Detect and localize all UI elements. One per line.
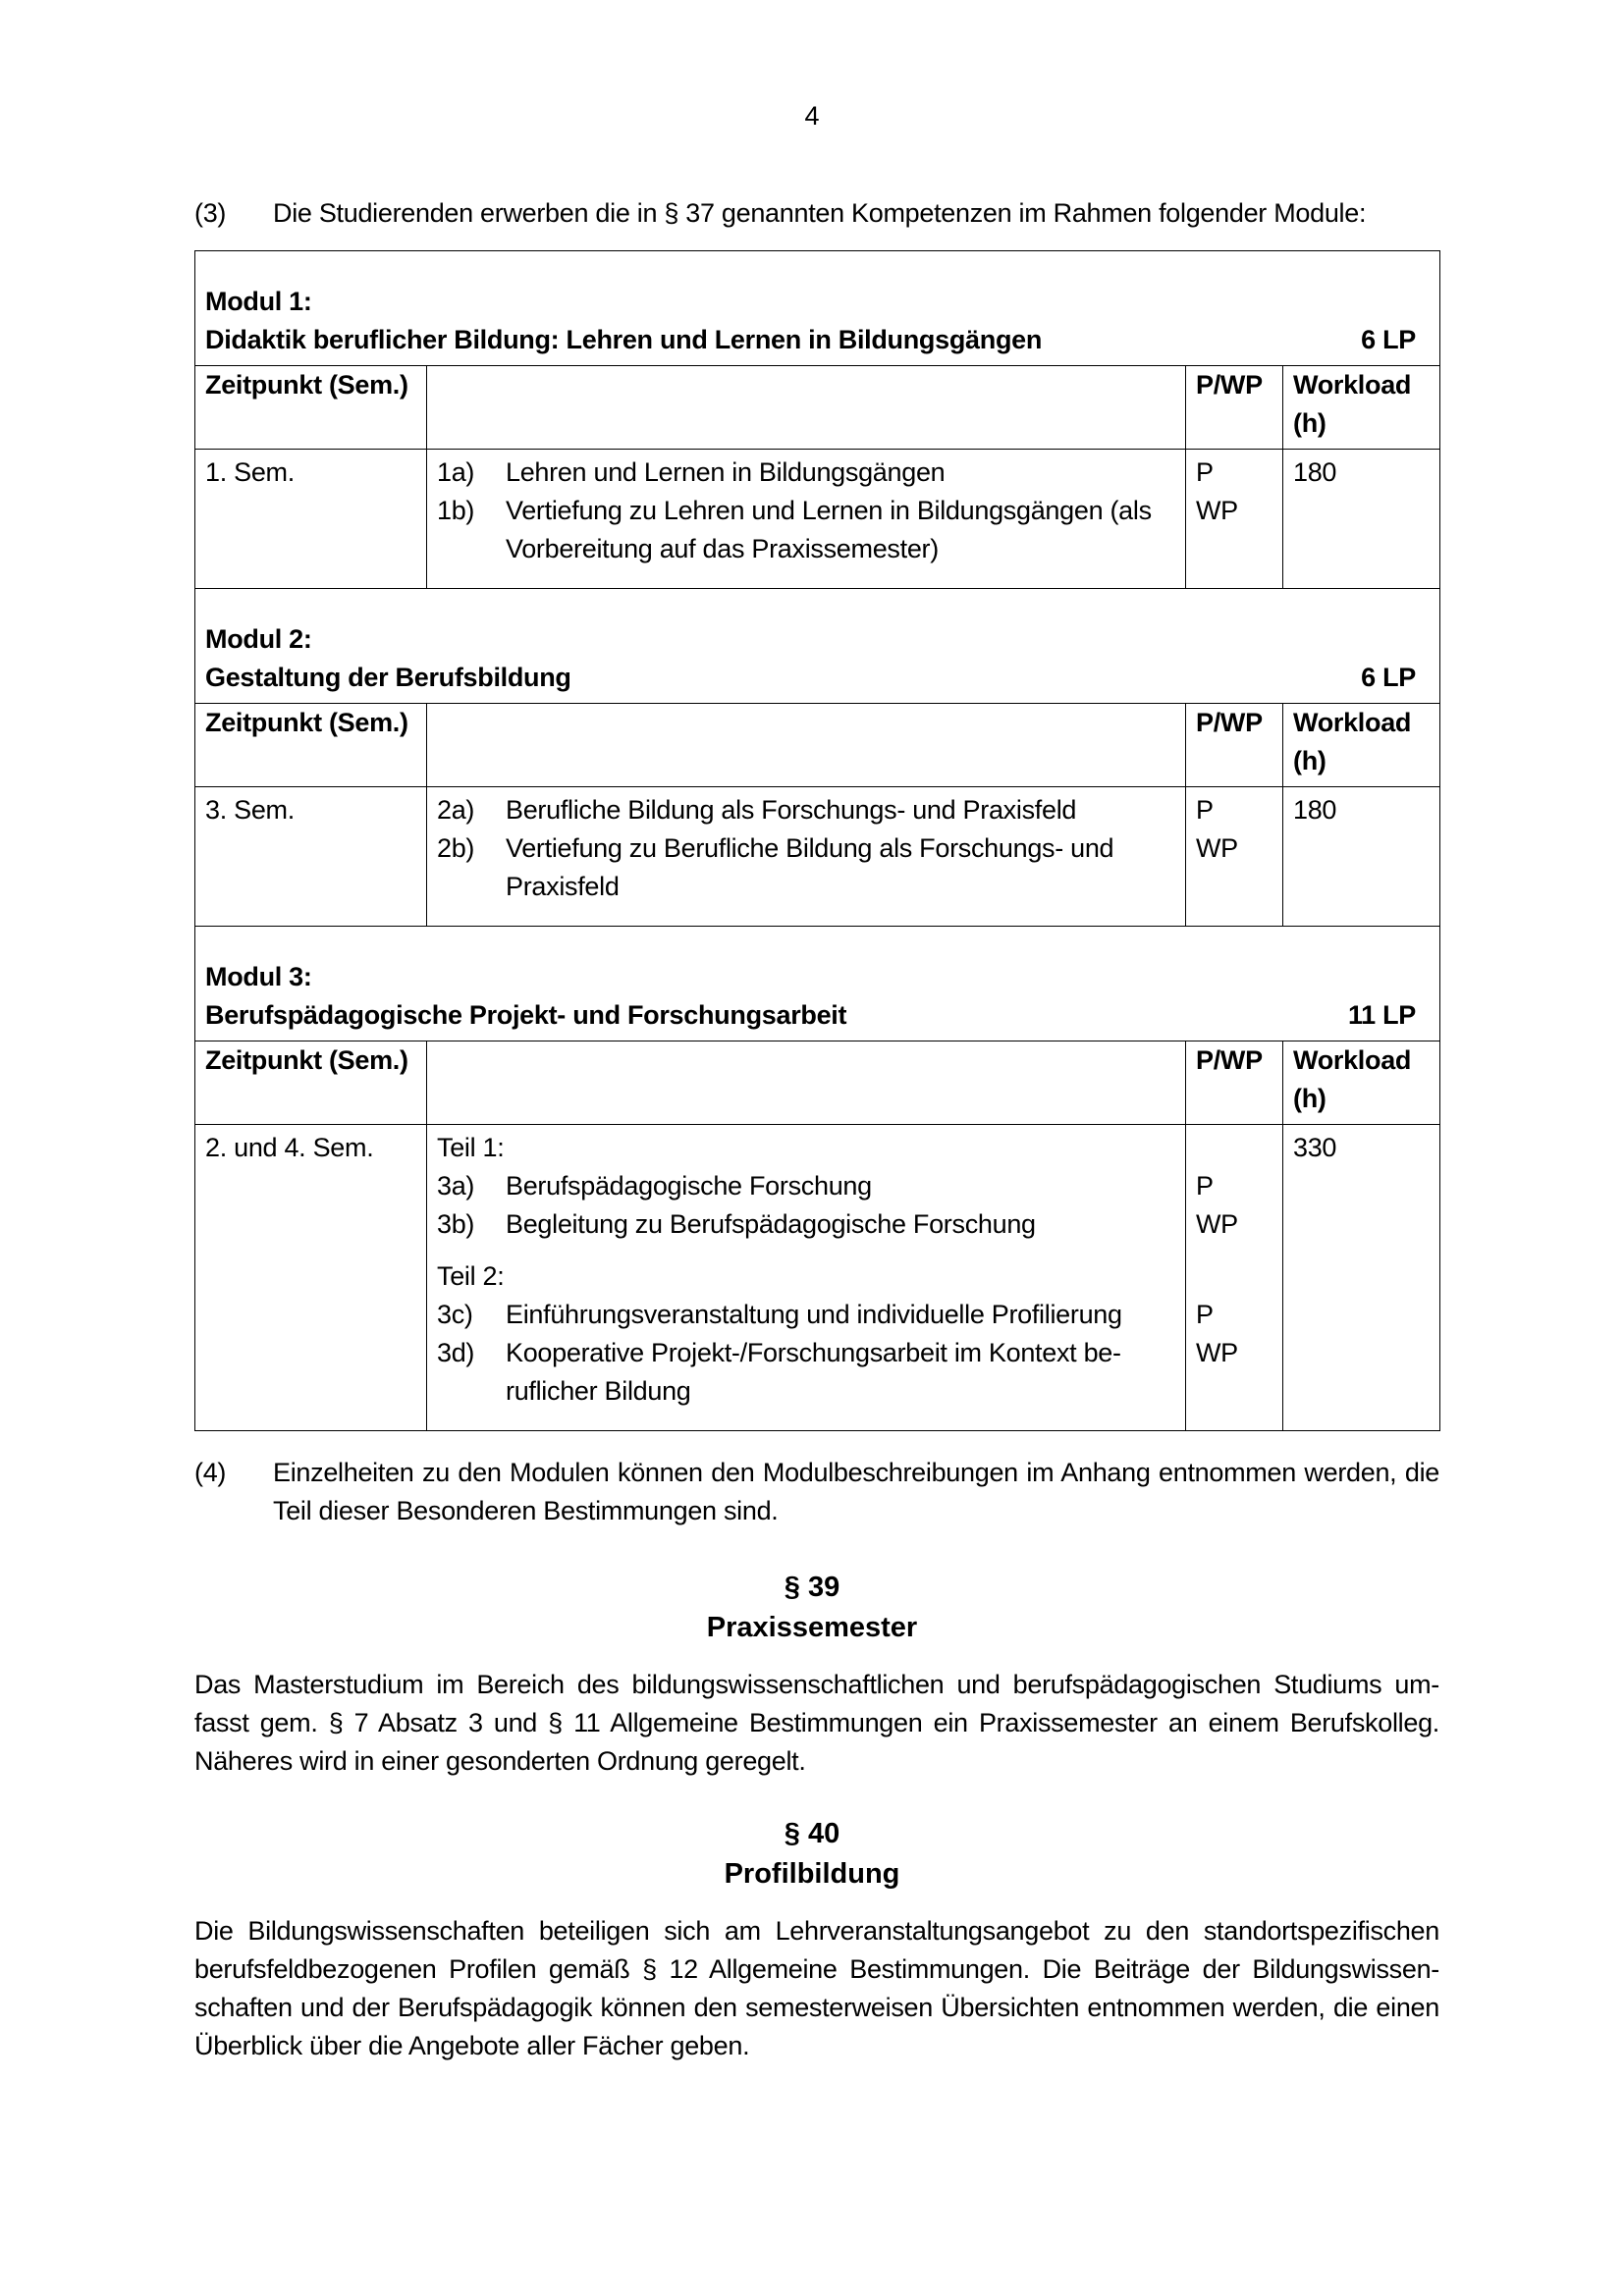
module-1-lp: 6 LP: [1361, 325, 1416, 354]
module-1-title: Didaktik beruflicher Bildung: Lehren und Lernen in Bildungsgängen: [205, 325, 1043, 354]
paragraph-3: [194, 194, 1439, 233]
module-2-title-cell: [195, 589, 1440, 704]
module-3-heading: Modul 3:: [205, 962, 312, 991]
list-item: [437, 454, 1185, 492]
module-1-heading: Modul 1:: [205, 287, 312, 316]
item-pw: P: [1196, 795, 1214, 825]
paragraph-4-number: (4): [194, 1458, 227, 1487]
item-pw: P: [1196, 1171, 1214, 1201]
list-item: [437, 791, 1185, 829]
module-3-pw: [1186, 1125, 1283, 1431]
header-workload: Workload (h): [1283, 366, 1440, 450]
list-item: [437, 1296, 1185, 1334]
section-40-text: Die Bildungswissenschaften beteiligen sich am Lehrveranstaltungsangebot zu den standortspezifischen berufsfeldbezogenen Profilen gemäß § 12 Allgemeine Bestimmungen. Die Beiträge der Bildungswissen-schaften und der Berufspädagogik können den semesterweisen Übersichten entnommen werden, die einen Überblick über die Angebote aller Fächer geben.: [194, 1916, 1439, 2060]
module-2-pw: [1186, 787, 1283, 927]
item-label: Berufspädagogische Forschung: [506, 1171, 872, 1201]
pw-spacer: [1196, 1257, 1282, 1296]
paragraph-4-text: Einzelheiten zu den Modulen können den Modulbeschreibungen im Anhang entnommen werden, die Teil dieser Besonderen Bestimmungen sind.: [273, 1458, 1439, 1525]
module-3-header-row: [195, 1041, 1440, 1125]
item-pw: WP: [1196, 496, 1238, 525]
module-2-title-row: [195, 589, 1440, 704]
header-zeitpunkt: Zeitpunkt (Sem.): [195, 366, 427, 450]
teil-2-label: Teil 2:: [437, 1261, 505, 1291]
item-code: 3c): [437, 1300, 473, 1329]
header-workload: Workload (h): [1283, 704, 1440, 787]
header-blank: [427, 1041, 1186, 1125]
module-1-zeitpunkt: 1. Sem.: [195, 450, 427, 589]
item-code: 2b): [437, 833, 475, 863]
header-pwp: P/WP: [1186, 366, 1283, 450]
paragraph-3-number: (3): [194, 198, 227, 228]
section-40-number: § 40: [784, 1818, 840, 1849]
module-3-title-row: [195, 927, 1440, 1041]
module-3-body-row: [195, 1125, 1440, 1431]
module-1-body-row: [195, 450, 1440, 589]
module-2-lp: 6 LP: [1361, 663, 1416, 692]
module-2-title: Gestaltung der Berufsbildung: [205, 663, 571, 692]
section-40-heading: [0, 1814, 1624, 1895]
header-zeitpunkt: Zeitpunkt (Sem.): [195, 1041, 427, 1125]
item-code: 2a): [437, 795, 475, 825]
page-number: 4: [804, 101, 820, 131]
header-zeitpunkt: Zeitpunkt (Sem.): [195, 704, 427, 787]
item-pw: WP: [1196, 1209, 1238, 1239]
module-table: [194, 250, 1440, 1431]
module-2-workload: 180: [1283, 787, 1440, 927]
module-2-heading: Modul 2:: [205, 624, 312, 654]
item-code: 3d): [437, 1338, 475, 1367]
module-3-title: Berufspädagogische Projekt- und Forschungsarbeit: [205, 1000, 847, 1030]
item-pw: P: [1196, 1300, 1214, 1329]
module-1-workload: 180: [1283, 450, 1440, 589]
paragraph-3-text: Die Studierenden erwerben die in § 37 genannten Kompetenzen im Rahmen folgender Module:: [273, 198, 1367, 228]
header-blank: [427, 366, 1186, 450]
module-1-header-row: [195, 366, 1440, 450]
list-item: [437, 1205, 1185, 1244]
item-label: Begleitung zu Berufspädagogische Forschung: [506, 1209, 1036, 1239]
item-label: Kooperative Projekt-/Forschungsarbeit im Kontext be-ruflicher Bildung: [506, 1338, 1121, 1406]
module-3-title-cell: [195, 927, 1440, 1041]
module-3-items: [427, 1125, 1186, 1431]
section-40-title: Profilbildung: [724, 1858, 900, 1890]
module-2-body-row: [195, 787, 1440, 927]
spacer: [1196, 1244, 1282, 1257]
paragraph-4: [194, 1454, 1439, 1530]
list-item: [437, 1167, 1185, 1205]
item-code: 3b): [437, 1209, 475, 1239]
item-pw: WP: [1196, 1338, 1238, 1367]
module-3-lp: 11 LP: [1347, 1000, 1416, 1030]
module-2-header-row: [195, 704, 1440, 787]
module-1-title-row: [195, 251, 1440, 366]
header-blank: [427, 704, 1186, 787]
list-item: [437, 492, 1185, 568]
spacer: [437, 1244, 1185, 1257]
header-pwp: P/WP: [1186, 704, 1283, 787]
item-label: Vertiefung zu Berufliche Bildung als Forschungs- und Praxisfeld: [506, 833, 1114, 901]
item-label: Einführungsveranstaltung und individuelle Profilierung: [506, 1300, 1122, 1329]
item-pw: P: [1196, 457, 1214, 487]
module-3-workload: 330: [1283, 1125, 1440, 1431]
header-pwp: P/WP: [1186, 1041, 1283, 1125]
item-code: 1b): [437, 496, 475, 525]
pw-spacer: [1196, 1129, 1282, 1167]
module-1-title-cell: [195, 251, 1440, 366]
item-label: Vertiefung zu Lehren und Lernen in Bildungsgängen (als Vorbereitung auf das Praxissemester): [506, 496, 1152, 563]
item-code: 1a): [437, 457, 475, 487]
item-pw: WP: [1196, 833, 1238, 863]
module-1-items: [427, 450, 1186, 589]
module-2-zeitpunkt: 3. Sem.: [195, 787, 427, 927]
item-label: Lehren und Lernen in Bildungsgängen: [506, 457, 946, 487]
section-39-title: Praxissemester: [706, 1612, 918, 1643]
section-39-number: § 39: [784, 1572, 840, 1603]
item-code: 3a): [437, 1171, 475, 1201]
item-label: Berufliche Bildung als Forschungs- und Praxisfeld: [506, 795, 1077, 825]
module-3-zeitpunkt: 2. und 4. Sem.: [195, 1125, 427, 1431]
teil-1-label: Teil 1:: [437, 1133, 505, 1162]
module-2-items: [427, 787, 1186, 927]
section-39-heading: [0, 1568, 1624, 1648]
list-item: [437, 829, 1185, 906]
list-item: [437, 1334, 1185, 1411]
section-39-text: Das Masterstudium im Bereich des bildungswissenschaftlichen und berufspädagogischen Studiums um-fasst gem. § 7 Absatz 3 und § 11 Allgemeine Bestimmungen ein Praxissemester an einem Berufskolleg. Näheres wird in einer gesonderten Ordnung geregelt.: [194, 1670, 1439, 1776]
module-1-pw: [1186, 450, 1283, 589]
header-workload: Workload (h): [1283, 1041, 1440, 1125]
